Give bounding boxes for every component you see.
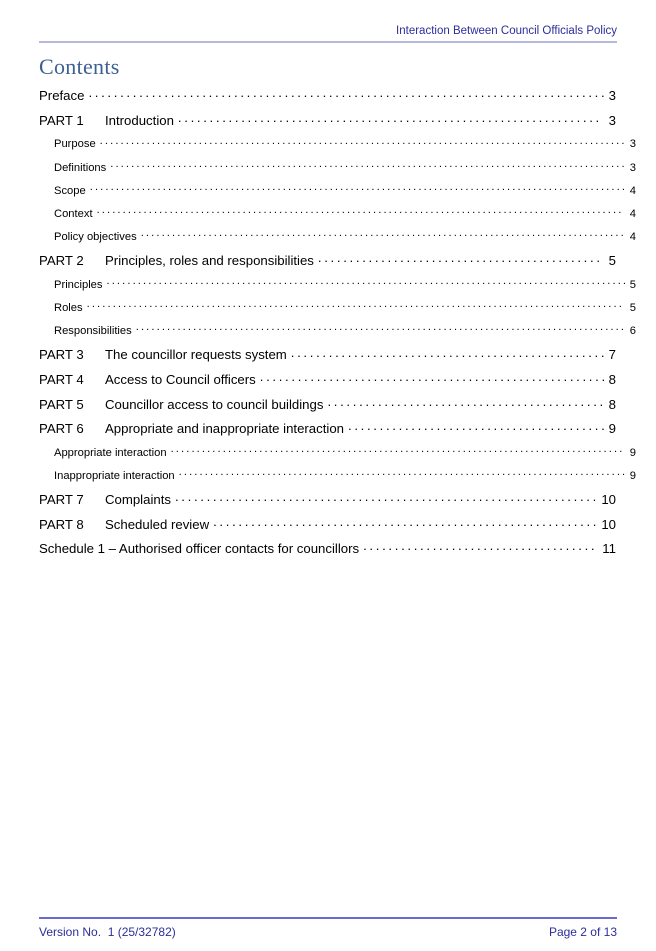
footer-divider — [39, 917, 617, 919]
toc-entry-number: PART 1 — [39, 112, 84, 128]
toc-leader-dots — [141, 229, 626, 240]
toc-entry-page: 5 — [629, 278, 636, 291]
toc-entry[interactable] — [39, 445, 636, 468]
toc-entry-label: Preface — [39, 88, 85, 104]
toc-entry[interactable] — [39, 183, 636, 206]
toc-leader-dots — [171, 445, 626, 456]
toc-entry[interactable] — [39, 491, 616, 516]
toc-entry-page: 6 — [629, 325, 636, 338]
toc-entry-label: Purpose — [54, 138, 96, 151]
toc-leader-dots — [348, 420, 605, 433]
toc-entry-label: Context — [54, 207, 93, 220]
toc-entry[interactable] — [39, 395, 616, 420]
toc-entry-page: 9 — [608, 421, 616, 437]
page-title: Contents — [39, 54, 120, 79]
toc-entry-label: Councillor access to council buildings — [105, 396, 324, 412]
toc-entry-label: Principles — [54, 278, 103, 291]
toc-entry-page: 5 — [608, 253, 616, 269]
toc-entry-page: 11 — [602, 541, 616, 557]
toc-entry-page: 3 — [629, 138, 636, 151]
page-footer — [39, 917, 617, 940]
toc-entry[interactable] — [39, 468, 636, 491]
toc-entry-label: The councillor requests system — [105, 347, 287, 363]
toc-leader-dots — [178, 112, 605, 125]
toc-entry-page: 3 — [608, 112, 616, 128]
footer-version: Version No. 1 (25/32782) — [39, 925, 176, 939]
table-of-contents — [39, 87, 636, 565]
toc-leader-dots — [97, 206, 626, 217]
toc-entry-label: Scheduled review — [105, 516, 210, 532]
toc-leader-dots — [136, 323, 626, 334]
toc-entry[interactable] — [39, 229, 636, 252]
page-header — [39, 24, 617, 43]
toc-entry-page: 5 — [629, 302, 636, 315]
toc-entry[interactable] — [39, 277, 636, 300]
toc-entry[interactable] — [39, 371, 616, 396]
toc-leader-dots — [318, 252, 605, 265]
toc-entry-page: 10 — [601, 516, 616, 532]
toc-entry-page: 4 — [629, 184, 636, 197]
toc-entry[interactable] — [39, 300, 636, 323]
toc-entry-page: 4 — [629, 207, 636, 220]
toc-entry-label: Roles — [54, 302, 83, 315]
toc-entry-page: 7 — [608, 347, 616, 363]
toc-entry-page: 8 — [608, 372, 616, 388]
toc-entry-label: Schedule 1 – Authorised officer contacts for councillors — [39, 541, 360, 557]
toc-entry-label: Appropriate and inappropriate interaction — [105, 421, 344, 437]
toc-entry-number: PART 5 — [39, 396, 84, 412]
toc-entry-number: PART 8 — [39, 516, 84, 532]
toc-entry-label: Introduction — [105, 112, 174, 128]
toc-leader-dots — [213, 516, 599, 529]
toc-leader-dots — [107, 277, 627, 288]
toc-entry-number: PART 2 — [39, 253, 84, 269]
toc-entry-label: Complaints — [105, 492, 171, 508]
toc-entry-page: 9 — [629, 446, 636, 459]
toc-entry-label: Inappropriate interaction — [54, 470, 175, 483]
toc-entry-number: PART 7 — [39, 492, 84, 508]
toc-leader-dots — [87, 300, 626, 311]
toc-entry-page: 3 — [629, 161, 636, 174]
toc-leader-dots — [363, 540, 600, 553]
toc-entry-number: PART 4 — [39, 372, 84, 388]
toc-entry-number: PART 3 — [39, 347, 84, 363]
toc-entry-label: Policy objectives — [54, 231, 137, 244]
toc-entry-page: 8 — [608, 396, 616, 412]
toc-leader-dots — [291, 346, 605, 359]
toc-entry[interactable] — [39, 252, 616, 277]
toc-leader-dots — [175, 491, 599, 504]
toc-entry[interactable] — [39, 346, 616, 371]
toc-leader-dots — [260, 371, 605, 384]
toc-entry-label: Responsibilities — [54, 325, 132, 338]
toc-entry[interactable] — [39, 516, 616, 541]
toc-entry-page: 3 — [608, 88, 616, 104]
toc-leader-dots — [327, 395, 605, 408]
toc-entry-label: Access to Council officers — [105, 372, 256, 388]
toc-leader-dots — [100, 136, 626, 147]
toc-entry[interactable] — [39, 87, 616, 112]
toc-entry[interactable] — [39, 420, 616, 445]
toc-entry[interactable] — [39, 136, 636, 159]
toc-entry-label: Principles, roles and responsibilities — [105, 253, 314, 269]
toc-entry-label: Definitions — [54, 161, 107, 174]
toc-entry-page: 9 — [629, 470, 636, 483]
toc-leader-dots — [90, 183, 626, 194]
header-document-title: Interaction Between Council Officials Policy — [396, 25, 617, 37]
toc-entry-page: 10 — [601, 492, 616, 508]
toc-entry-label: Scope — [54, 184, 86, 197]
toc-leader-dots — [88, 87, 605, 100]
footer-page-number: Page 2 of 13 — [548, 925, 617, 939]
toc-entry[interactable] — [39, 206, 636, 229]
header-divider — [39, 41, 617, 43]
toc-leader-dots — [179, 468, 626, 479]
toc-entry[interactable] — [39, 323, 636, 346]
toc-entry-label: Appropriate interaction — [54, 446, 167, 459]
toc-entry-page: 4 — [629, 231, 636, 244]
toc-entry[interactable] — [39, 159, 636, 182]
toc-leader-dots — [110, 159, 626, 170]
toc-entry[interactable] — [39, 112, 616, 137]
toc-entry-number: PART 6 — [39, 421, 84, 437]
toc-entry[interactable] — [39, 540, 616, 565]
